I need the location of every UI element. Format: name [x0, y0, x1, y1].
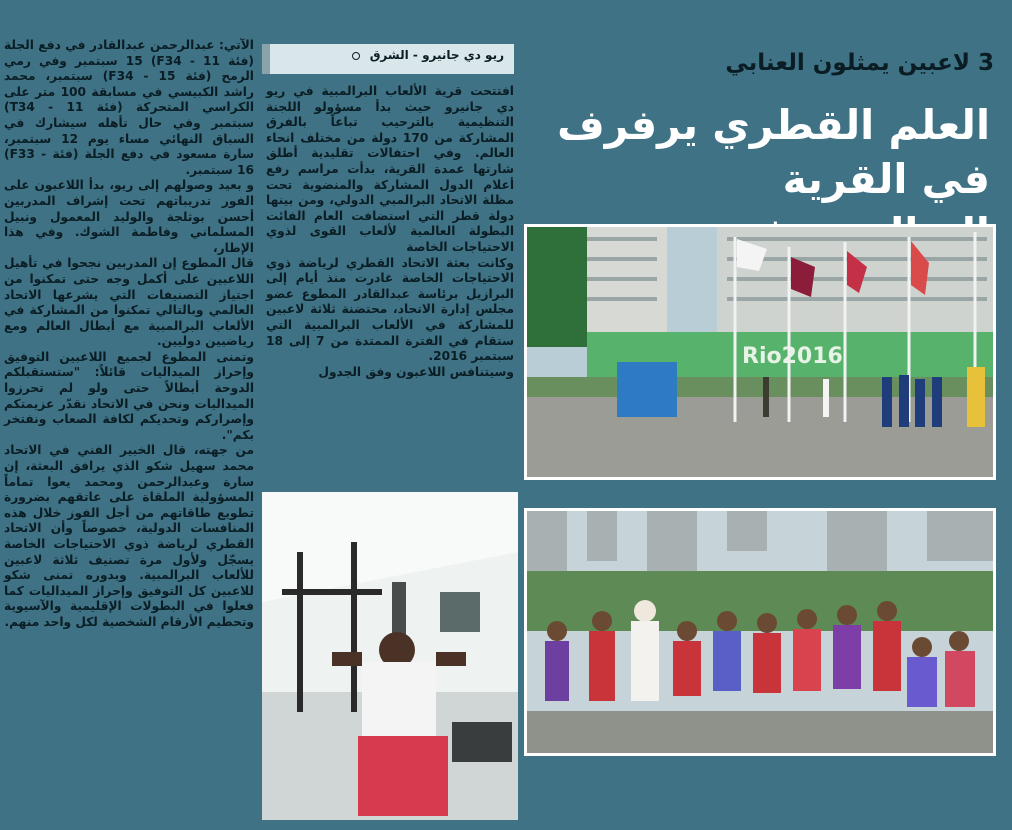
dateline-text: ريو دي جانيرو - الشرق	[369, 48, 504, 62]
gym-training-illustration	[262, 492, 518, 820]
photo-flag-ceremony	[524, 224, 996, 480]
paragraph: وسيتنافس اللاعبون وفق الجدول	[318, 364, 514, 379]
photo-team-group	[524, 508, 996, 756]
paragraph: و بعيد وصولهم إلى ريو، بدأ اللاعبون على الفور تدريباتهم تحت إشراف المدربين أحسن بوثلجة والوليد المعمول ونبيل المسلماني وفاطمة الشوك. وفي هذا الإطار،	[4, 178, 254, 255]
team-group-illustration	[527, 511, 993, 753]
paragraph: وكانت بعثة الاتحاد القطري لرياضة ذوي الاحتياجات الخاصة غادرت منذ أيام إلى البرازيل برئاسة عبدالقادر المطوع عضو مجلس إدارة الاتحاد، محتضنة ثلاثة لاعبين للمشاركة في الألعاب البرالمبية التي ستقام في الفترة الممتدة من 7 إلى 18 سبتمبر 2016.	[266, 255, 514, 364]
article-kicker: 3 لاعبين يمثلون العنابي	[725, 50, 994, 76]
article-column-middle	[266, 84, 514, 380]
rio2016-banner: Rio2016	[742, 344, 843, 369]
flag-ceremony-illustration	[527, 227, 993, 477]
paragraph: وتمنى المطوع لجميع اللاعبين التوفيق وإحراز الميداليات قائلاً: "ستستقبلكم الدوحة أبطالاً حتى ولو لم تحرزوا الميداليات ونحن في الاتحاد نقدّر عزيمتكم وإصراركم وتحديكم لكافة الصعاب ونفتخر بكم".	[4, 349, 254, 442]
paragraph: افتتحت قرية الألعاب البرالمبية في ريو دي جانيرو حيث بدأ مسؤولو اللجنة التنظيمية بالترحيب تباعاً بالفرق المشاركة من 170 دولة من مختلف انحاء العالم. وفي احتفالات تقليدية أطلق شارتها عمدة القرية، بدأت مراسم رفع أعلام الدول المشاركة والمنضوية تحت مظلة الاتحاد البرالمبي الدولي، ومن بينها دولة قطر التي استضافت العام الفائت البطولة العالمية لألعاب القوى لذوي الاحتياجات الخاصة	[266, 84, 514, 254]
headline-line-1: العلم القطري يرفرف في القرية	[557, 101, 990, 203]
dateline-bullet-icon	[352, 52, 360, 60]
dateline	[262, 44, 514, 74]
paragraph: من جهته، قال الخبير الفني في الاتحاد محمد سهيل شكو الذي يرافق البعثة، إن سارة وعبدالرحمن ومحمد يعوا تماماً المسؤولية الملقاة على عاتقهم بضرورة تطويع طاقاتهم من أجل الفوز خلال هذه المنافسات الدولية، خصوصاً وأن الاتحاد القطري لرياضة ذوي الاحتياجات الخاصة يسجّل ولأول مرة تصنيف ثلاثة لاعبين للألعاب البرالمبية. وبدوره تمنى شكو للاعبين كل التوفيق وإحراز الميداليات كما فعلوا في البطولات الإقليمية والآسيوية وتحطيم الأرقام الشخصية لكل واحد منهم.	[4, 443, 254, 629]
article-column-left	[4, 38, 254, 631]
photo-gym-training	[262, 492, 518, 820]
paragraph: الآتي: عبدالرحمن عبدالقادر في دفع الجلة (فئة 11 - F34) 15 سبتمبر وفي رمي الرمح (فئة 15 - F34) سبتمبر، محمد راشد الكبيسي في مسابقة 100 متر على الكراسي المتحركة (فئة 11 - T34) سبتمبر وفي حال تأهله سيشارك في السباق النهائي مساء يوم 12 سبتمبر، سارة مسعود في دفع الجلة (فئة - F33) 16 سبتمبر.	[4, 38, 254, 177]
paragraph: قال المطوع إن المدربين نجحوا في تأهيل اللاعبين على أكمل وجه حتى تمكنوا من اجتياز التصنيفات التي يشرعها الاتحاد العالمي وبالتالي تمكنوا من المشاركة في الألعاب البرالمبية مع أبطال العالم ومع رياضيين دوليين.	[4, 256, 254, 349]
